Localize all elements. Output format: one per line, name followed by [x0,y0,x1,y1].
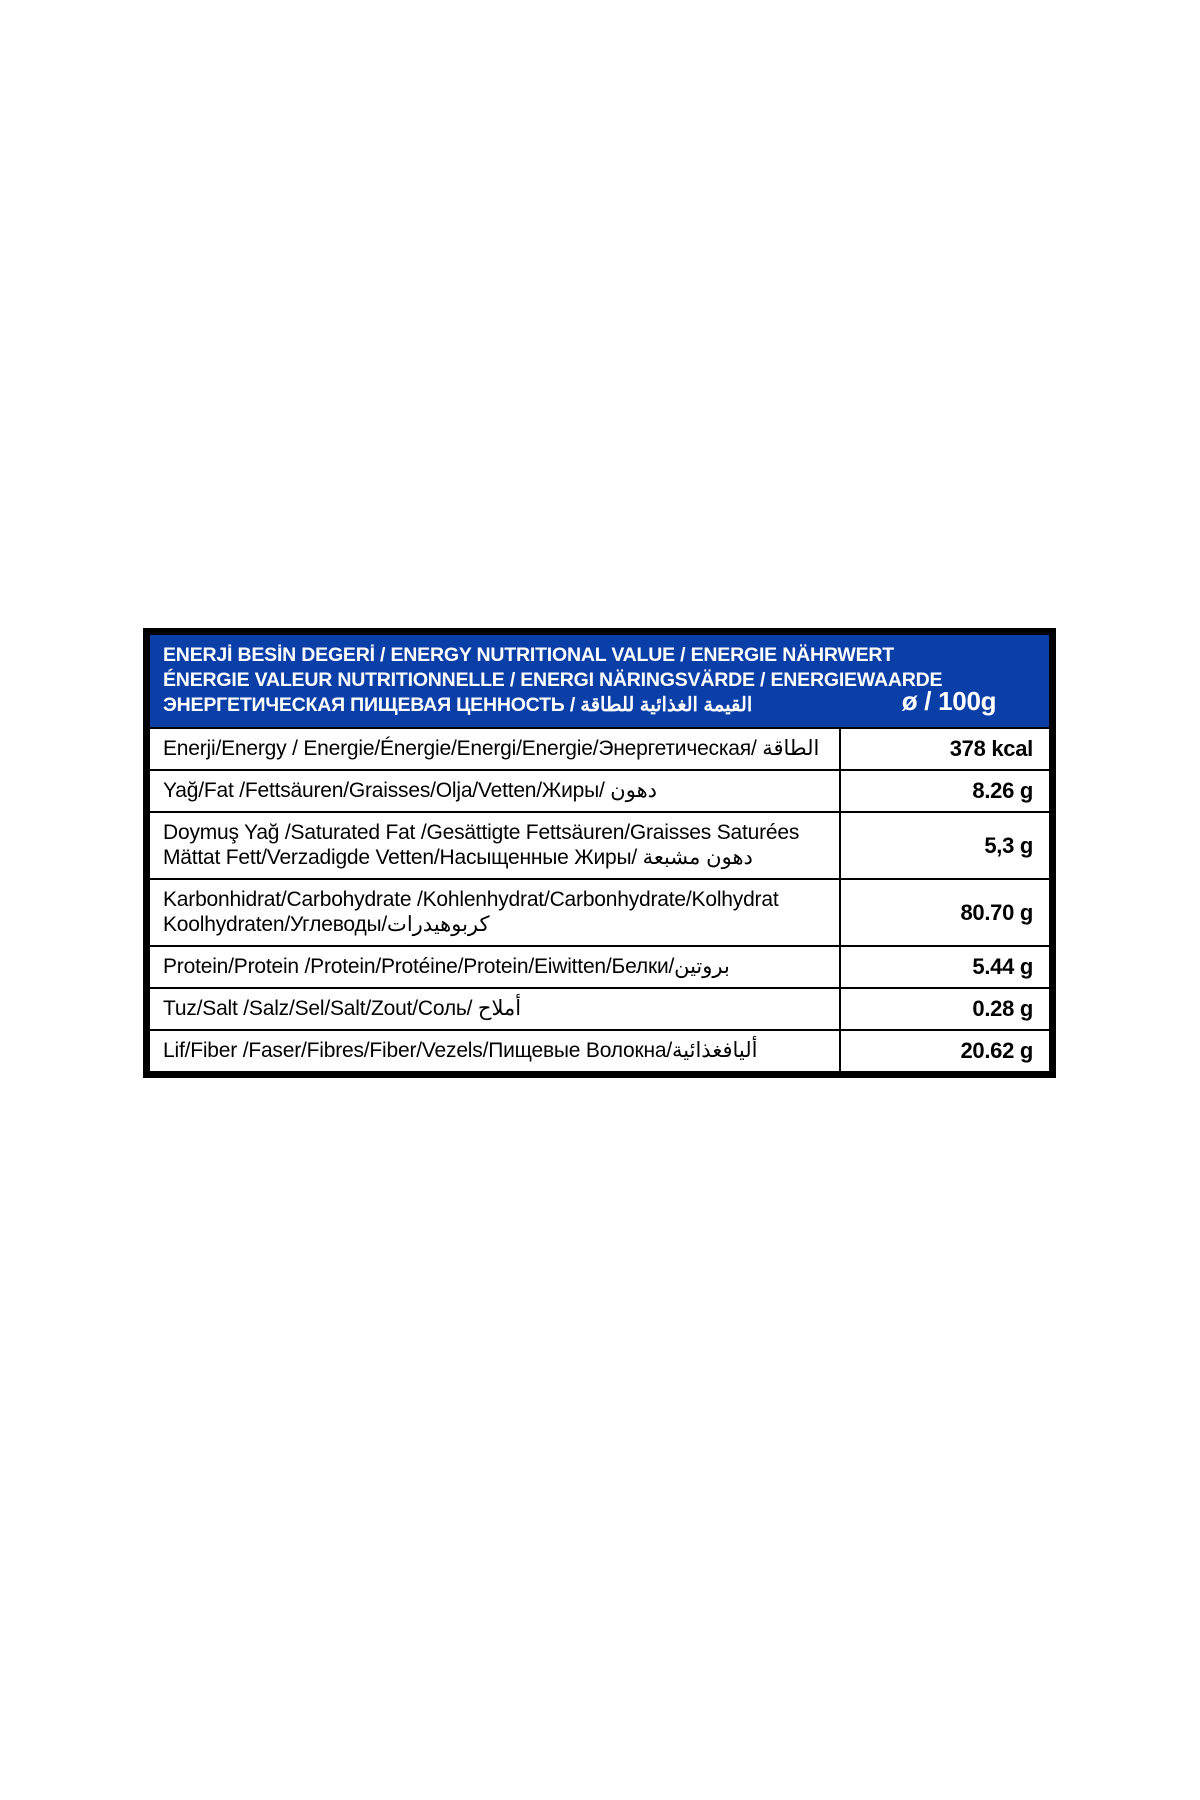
nutrient-label-line-2: Koolhydraten/Углеводы/كربوهيدرات [163,913,490,936]
nutrient-label [150,813,841,878]
nutrient-label-line-1: Tuz/Salt /Salz/Sel/Salt/Zout/Соль/ أملاح [163,997,522,1020]
nutrient-label-line-2: Mättat Fett/Verzadigde Vetten/Насыщенные Жиры/ دهون مشبعة [163,846,753,869]
serving-column-header: ø / 100g [901,686,997,716]
nutrient-label [150,729,841,769]
table-row [150,811,1049,878]
nutrient-label [150,989,841,1029]
nutrient-label-line-1: Lif/Fiber /Faser/Fibres/Fiber/Vezels/Пищевые Волокна/أليافغذائية [163,1039,758,1062]
header-title-line-2: ÉNERGIE VALEUR NUTRITIONNELLE / ENERGI NÄRINGSVÄRDE / ENERGIEWAARDE [163,669,943,691]
nutrient-value: 5,3 g [984,832,1033,858]
nutrient-label-line-1: Karbonhidrat/Carbohydrate /Kohlenhydrat/Carbonhydrate/Kolhydrat [163,888,779,911]
nutrition-facts-panel [143,628,1056,1078]
table-row [150,987,1049,1029]
table-row [150,727,1049,769]
nutrient-label-line-1: Enerji/Energy / Energie/Énergie/Energi/Energie/Энергетическая/ الطاقة [163,737,820,760]
nutrient-value: 80.70 g [960,899,1033,925]
panel-header [150,635,1049,727]
nutrient-label [150,947,841,987]
header-title-line-1: ENERJİ BESİN DEGERİ / ENERGY NUTRITIONAL VALUE / ENERGIE NÄHRWERT [163,644,894,666]
nutrient-label [150,1031,841,1071]
nutrient-label-line-1: Yağ/Fat /Fettsäuren/Graisses/Olja/Vetten/Жиры/ دهون [163,779,657,802]
nutrient-value: 5.44 g [972,954,1033,979]
nutrient-value: 378 kcal [949,736,1033,761]
header-title-line-3: ЭНЕРГЕТИЧЕСКАЯ ПИЩЕВАЯ ЦЕННОСТЬ / القيمة الغذائية للطاقة [163,694,753,716]
nutrient-label [150,880,841,945]
nutrient-value: 8.26 g [972,778,1033,803]
table-row [150,878,1049,945]
nutrient-label-line-1: Doymuş Yağ /Saturated Fat /Gesättigte Fettsäuren/Graisses Saturées [163,821,800,844]
nutrient-value: 0.28 g [972,996,1033,1021]
table-row [150,769,1049,811]
nutrient-value: 20.62 g [960,1038,1033,1063]
nutrient-label-line-1: Protein/Protein /Protein/Protéine/Protein/Eiwitten/Белки/بروتين [163,955,730,978]
header-title-block [150,635,943,727]
table-row [150,1029,1049,1071]
nutrient-label [150,771,841,811]
table-row [150,945,1049,987]
